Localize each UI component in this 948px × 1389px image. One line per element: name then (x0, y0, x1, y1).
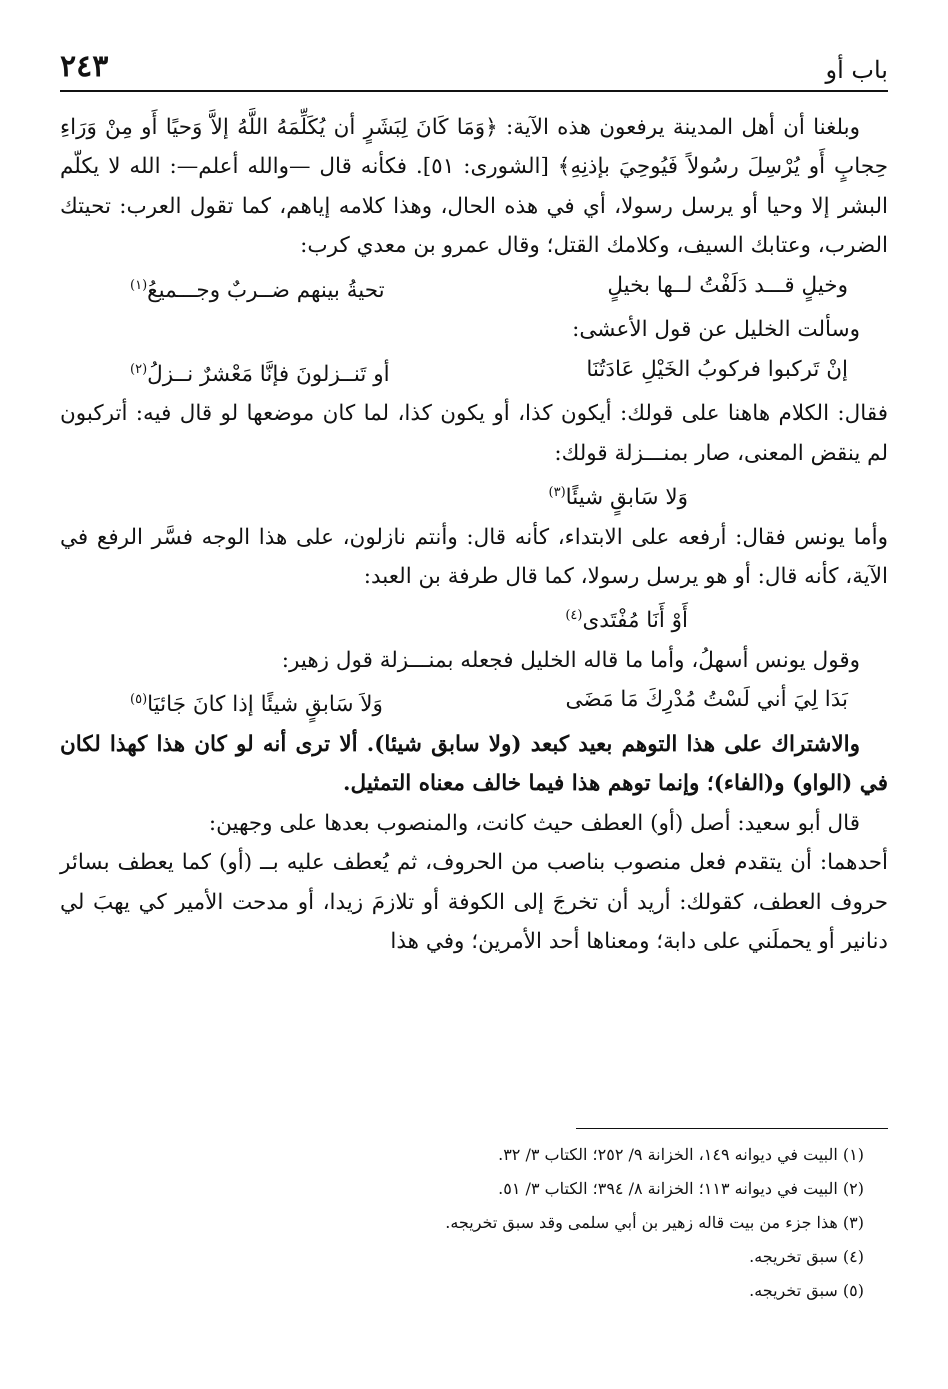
footnote: (٥) سبق تخريجه. (749, 1281, 864, 1300)
verse-first-hemistich: إنْ تَركبوا فركوبُ الخَيْلِ عَادَتُنَا (586, 356, 848, 382)
chapter-title: باب أو (825, 56, 888, 84)
verse-text: وَلا سَابقٍ شيئًا (565, 485, 688, 511)
verse-text: تحيةُ بينهم ضــربٌ وجـــميعُ (147, 277, 385, 303)
verse-first-hemistich: وخيلٍ قـــد دَلَفْتُ لــها بخيلٍ (607, 272, 848, 298)
main-text (60, 108, 888, 961)
verse-line (60, 266, 888, 311)
verse-fragment (60, 596, 888, 641)
footnote-ref: (١) (130, 277, 148, 293)
footnote-ref: (٥) (130, 692, 148, 708)
paragraph: والاشتراك على هذا التوهم بعيد كبعد (ولا سابق شيئا). ألا ترى أنه لو كان هذا كهذا لكان في (الواو) و(الفاء)؛ وإنما توهم هذا فيما خالف معناه التمثيل. (60, 731, 888, 797)
footnote: (٣) هذا جزء من بيت قاله زهير بن أبي سلمى وقد سبق تخريجه. (445, 1213, 864, 1232)
footnote: (١) البيت في ديوانه ١٤٩، الخزانة ٩/ ٢٥٢؛ الكتاب ٣/ ٣٢. (498, 1145, 864, 1164)
paragraph: قال أبو سعيد: أصل (أو) العطف حيث كانت، والمنصوب بعدها على وجهين: (208, 810, 860, 836)
running-header (60, 48, 888, 92)
footnote-ref: (٣) (548, 484, 566, 500)
verse-line (60, 350, 888, 395)
footnote-ref: (٤) (565, 608, 583, 624)
footnote: (٤) سبق تخريجه. (749, 1247, 864, 1266)
verse-second-hemistich (130, 350, 390, 395)
footnote: (٢) البيت في ديوانه ١١٣؛ الخزانة ٨/ ٣٩٤؛ الكتاب ٣/ ٥١. (498, 1179, 864, 1198)
paragraph: وأما يونس فقال: أرفعه على الابتداء، كأنه قال: وأنتم نازلون، على هذا الوجه فسَّر الرفع في الآية، كأنه قال: أو هو يرسل رسولا، كما قال طرفة بن العبد: (60, 524, 888, 589)
paragraph: أحدهما: أن يتقدم فعل منصوب بناصب من الحروف، ثم يُعطف عليه بــ (أو) كما يعطف بسائر حروف العطف، كقولك: أريد أن تخرجَ إلى الكوفة أو تلازمَ زيدا، أو مدحت الأمير كي يهبَ لي دنانير أو يحملَني على دابة؛ ومعناها أحد الأمرين؛ وفي هذا (60, 850, 888, 954)
verse-second-hemistich (130, 266, 385, 311)
page-number: ٢٤٣ (60, 49, 109, 84)
footnote-ref: (٢) (130, 361, 148, 377)
verse-second-hemistich (130, 680, 383, 725)
paragraph: وبلغنا أن أهل المدينة يرفعون هذه الآية: ﴿وَمَا كَانَ لِبَشَرٍ أن يُكَلِّمَهُ اللَّهُ إلاَّ وَحيًا أَو مِنْ وَرَاءِ حِجابٍ أَو يُرْسِلَ رسُولاً فَيُوحِيَ بإذنِهِ﴾ [الشورى: ٥١]. فكأنه قال —والله أعلم—: الله لا يكلّم البشر إلا وحيا أو يرسل رسولا، أي في هذه الحال، وهذا كلامه إياهم، كما تقول العرب: تحيتك الضرب، وعتابك السيف، وكلامك القتل؛ وقال عمرو بن معدي كرب: (60, 115, 888, 259)
verse-fragment (60, 473, 888, 518)
verse-text: أو تَنــزلونَ فإنَّا مَعْشرٌ نــزلُ (147, 361, 390, 387)
verse-text: أَوْ أَنَا مُفْتَدى (582, 608, 688, 634)
verse-text: وَلاَ سَابقٍ شيئًا إذا كانَ جَائيَا (147, 692, 383, 718)
paragraph: فقال: الكلام هاهنا على قولك: أيكون كذا، أو يكون كذا، لما كان موضعها لو قال فيه: أتركبون لم ينقض المعنى، صار بمنـــزلة قولك: (60, 401, 888, 466)
footnote-divider (576, 1128, 888, 1129)
paragraph: وسألت الخليل عن قول الأعشى: (572, 317, 860, 343)
footnotes (60, 1138, 878, 1308)
verse-first-hemistich: بَدَا لِيَ أني لَسْتُ مُدْرِكَ مَا مَضَى (565, 687, 848, 713)
verse-line (60, 680, 888, 725)
paragraph: وقول يونس أسهلُ، وأما ما قاله الخليل فجعله بمنـــزلة قول زهير: (281, 647, 860, 673)
